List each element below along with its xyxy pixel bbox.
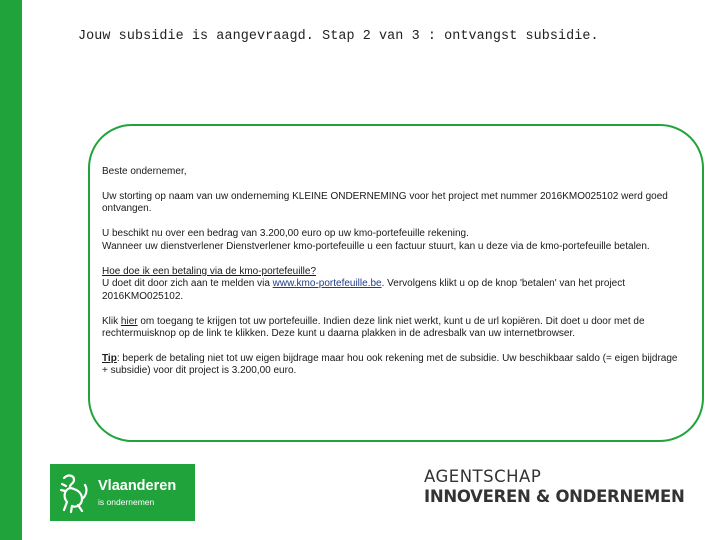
agency-logo xyxy=(424,467,685,507)
hier-link[interactable]: hier xyxy=(120,315,138,327)
greeting: Beste ondernemer, xyxy=(102,166,187,177)
vlaanderen-tagline: is ondernemen xyxy=(98,497,155,507)
paragraph-tip xyxy=(102,353,682,378)
paragraph-storting: Uw storting op naam van uw onderneming KLEINE ONDERNEMING voor het project met nummer 2016KMO025102 werd goed ontvangen. xyxy=(102,191,668,215)
betaling-post: . Vervolgens klikt u op de knop 'betalen' van het project 2016KMO025102. xyxy=(102,278,626,302)
vlaanderen-logo xyxy=(50,464,195,521)
page-title: Jouw subsidie is aangevraagd. Stap 2 van 3 : ontvangst subsidie. xyxy=(78,29,599,44)
flemish-lion-icon xyxy=(58,472,90,514)
tip-label: Tip xyxy=(102,353,117,365)
agency-line1: AGENTSCHAP xyxy=(424,467,542,486)
paragraph-betaling xyxy=(102,266,682,303)
left-accent-bar xyxy=(0,0,22,540)
toegang-pre: Klik xyxy=(102,315,121,327)
help-betaling-link[interactable]: Hoe doe ik een betaling via de kmo-portefeuille? xyxy=(102,265,317,277)
toegang-post: om toegang te krijgen tot uw portefeuille. Indien deze link niet werkt, kunt u de url kopiëren. Dit doet u door met de rechtermuisknop op de link te klikken. Deze kunt u daarna plakken in de adresbalk van uw internetbrowser. xyxy=(102,315,645,340)
vlaanderen-wordmark: Vlaanderen xyxy=(98,478,177,494)
tip-text: : beperk de betaling niet tot uw eigen bijdrage maar hou ook rekening met de subsidie. Uw beschikbaar saldo (= eigen bijdrage + subsidie) voor dit project is 3.200,00 euro. xyxy=(102,353,678,377)
dienstverlener-text: Wanneer uw dienstverlener Dienstverlener kmo-portefeuille u een factuur stuurt, kan u deze via de kmo-portefeuille betalen. xyxy=(102,240,650,252)
paragraph-toegang xyxy=(102,316,682,341)
message-body xyxy=(102,166,682,390)
betaling-pre: U doet dit door zich aan te melden via xyxy=(102,278,273,290)
agency-line2: INNOVEREN & ONDERNEMEN xyxy=(424,487,685,506)
paragraph-bedrag xyxy=(102,228,682,253)
kmo-portefeuille-url-link[interactable]: www.kmo-portefeuille.be xyxy=(272,278,382,290)
bedrag-text: U beschikt nu over een bedrag van 3.200,00 euro op uw kmo-portefeuille rekening. xyxy=(102,228,469,240)
